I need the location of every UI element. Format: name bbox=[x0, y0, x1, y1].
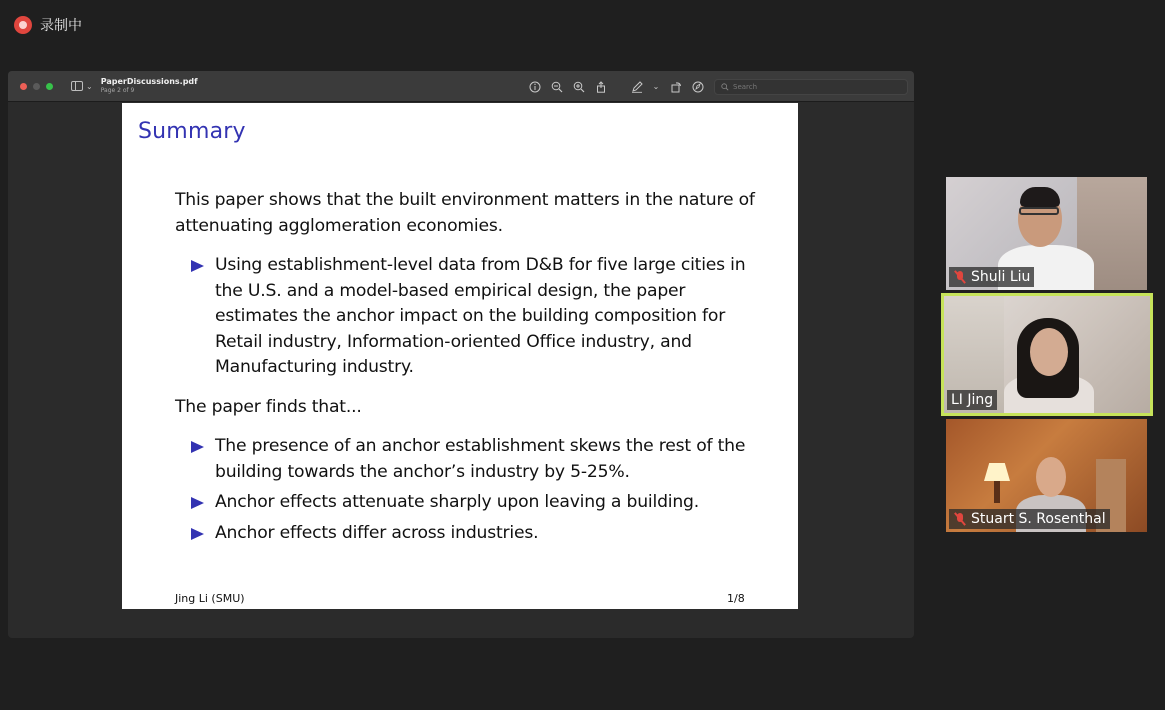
rotate-icon[interactable] bbox=[669, 80, 682, 93]
close-window-button[interactable] bbox=[20, 83, 27, 90]
recording-label: 录制中 bbox=[40, 18, 82, 34]
participant-name-tag: LI Jing bbox=[947, 390, 997, 410]
search-field[interactable] bbox=[714, 79, 908, 95]
mic-off-icon bbox=[953, 512, 967, 526]
window-titlebar bbox=[8, 71, 914, 102]
bullet-list-findings bbox=[175, 434, 755, 546]
document-info bbox=[101, 78, 198, 94]
document-name: PaperDiscussions.pdf bbox=[100, 77, 198, 86]
page-indicator: Page 2 of 9 bbox=[100, 87, 135, 94]
slide-intro: This paper shows that the built environment matters in the nature of attenuating agglomeration economies. bbox=[175, 190, 755, 236]
list-item: Anchor effects attenuate sharply upon leaving a building. bbox=[191, 490, 755, 516]
slide-footer-author: Jing Li (SMU) bbox=[175, 592, 245, 605]
chevron-down-icon[interactable]: ⌄ bbox=[86, 81, 93, 91]
bullet-list-methods bbox=[175, 253, 755, 381]
person-face bbox=[1030, 328, 1068, 376]
share-icon[interactable] bbox=[594, 80, 607, 93]
bullet-arrow-icon bbox=[191, 441, 204, 453]
bullet-arrow-icon bbox=[191, 528, 204, 540]
window-controls bbox=[20, 83, 53, 90]
recording-indicator[interactable] bbox=[14, 14, 82, 36]
list-item: Using establishment-level data from D&B for five large cities in the U.S. and a model-based empirical design, the paper estimates the anchor impact on the building composition for Retail industry, Information-oriented Office industry, and Manufacturing industry. bbox=[191, 253, 755, 381]
pdf-page bbox=[122, 103, 798, 609]
participant-video-2-active[interactable] bbox=[941, 293, 1153, 416]
sidebar-toggle-icon[interactable] bbox=[71, 81, 83, 91]
slide-body bbox=[175, 188, 755, 560]
participant-name-tag: Stuart S. Rosenthal bbox=[949, 509, 1110, 529]
search-input[interactable] bbox=[733, 83, 893, 91]
participant-video-1[interactable] bbox=[946, 177, 1147, 290]
participant-name-tag: Shuli Liu bbox=[949, 267, 1034, 287]
annotate-icon[interactable] bbox=[691, 80, 704, 93]
zoom-window-button[interactable] bbox=[46, 83, 53, 90]
list-item: Anchor effects differ across industries. bbox=[191, 521, 755, 547]
minimize-window-button[interactable] bbox=[33, 83, 40, 90]
person-hair bbox=[1020, 187, 1060, 207]
toolbar bbox=[528, 80, 704, 93]
bullet-arrow-icon bbox=[191, 260, 204, 272]
list-item: The presence of an anchor establishment skews the rest of the building towards the anchor’s industry by 5-25%. bbox=[191, 434, 755, 485]
lamp-stand bbox=[994, 481, 1000, 503]
search-icon bbox=[721, 83, 729, 91]
markup-pen-icon[interactable] bbox=[630, 80, 643, 93]
pdf-viewer-window bbox=[8, 71, 914, 638]
glasses bbox=[1019, 207, 1059, 215]
participant-video-3[interactable] bbox=[946, 419, 1147, 532]
zoom-in-icon[interactable] bbox=[572, 80, 585, 93]
chevron-down-icon[interactable]: ⌄ bbox=[652, 82, 660, 91]
slide-footer-page: 1/8 bbox=[727, 592, 745, 605]
findings-intro: The paper finds that... bbox=[175, 396, 362, 417]
zoom-out-icon[interactable] bbox=[550, 80, 563, 93]
bullet-arrow-icon bbox=[191, 497, 204, 509]
slide-title: Summary bbox=[138, 119, 246, 144]
info-icon[interactable] bbox=[528, 80, 541, 93]
person-face bbox=[1036, 457, 1066, 497]
record-icon bbox=[14, 16, 32, 34]
mic-off-icon bbox=[953, 270, 967, 284]
lamp-shade bbox=[984, 463, 1010, 481]
